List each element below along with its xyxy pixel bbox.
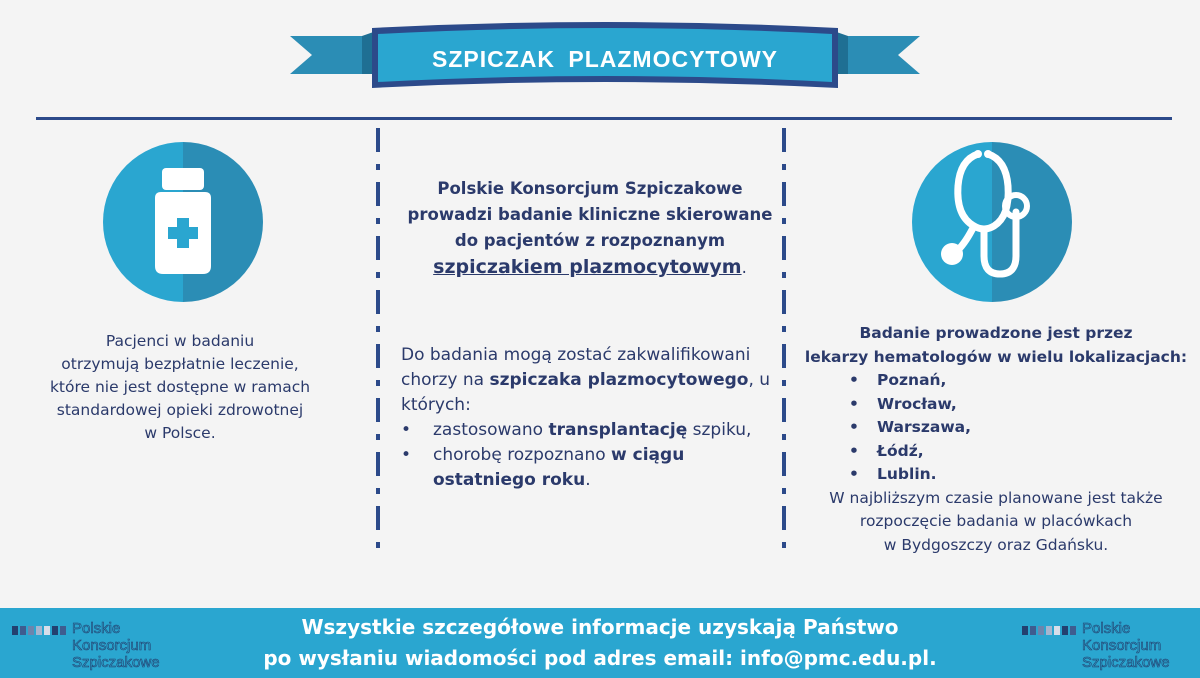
logo-text: [72, 620, 160, 671]
list-item: • Poznań,: [849, 369, 1200, 393]
right-heading: Badanie prowadzone jest przez: [859, 324, 1133, 342]
footer-message: [240, 612, 960, 674]
left-line: standardowej opieki zdrowotnej: [56, 401, 304, 419]
list-item: [401, 418, 781, 443]
intro-highlight-line: [395, 254, 785, 281]
logo-text: [1082, 620, 1170, 671]
intro-line: do pacjentów z rozpoznanym: [454, 231, 726, 250]
list-item: [401, 443, 781, 493]
logo-line: Konsorcjum: [72, 637, 152, 654]
intro-highlight: szpiczakiem plazmocytowym: [433, 256, 742, 278]
city-list: [792, 369, 1200, 487]
logo-left: [12, 614, 182, 674]
right-tail: W najbliższym czasie planowane jest także: [829, 488, 1163, 507]
left-line: w Polsce.: [144, 424, 216, 442]
stethoscope-icon: [912, 142, 1072, 302]
bullet-text: szpiku,: [687, 420, 752, 440]
intro-line: prowadzi badanie kliniczne skierowane: [407, 205, 773, 224]
right-description: [792, 322, 1200, 557]
page-title: SZPICZAK PLAZMOCYTOWY: [431, 45, 778, 72]
bullet-bold: w ciągu ostatniego roku: [433, 445, 685, 490]
list-item: • Lublin.: [849, 463, 1200, 487]
left-description: [20, 330, 340, 445]
logo-right: [1022, 614, 1192, 674]
logo-line: Szpiczakowe: [1082, 654, 1170, 671]
list-item: • Wrocław,: [849, 393, 1200, 417]
qualification-part: Do badania mogą zostać zakwalifikowani chorzy na: [401, 345, 751, 390]
bullet-text: .: [585, 470, 591, 490]
center-qualification: [401, 343, 781, 493]
center-intro: [395, 176, 785, 281]
criteria-list: [401, 418, 781, 493]
logo-line: Szpiczakowe: [72, 654, 160, 671]
bullet-bold: transplantację: [548, 420, 688, 440]
qualification-part: , u których:: [401, 370, 771, 415]
right-tail: rozpoczęcie badania w placówkach: [859, 512, 1133, 530]
bullet-text: zastosowano: [433, 420, 549, 440]
divider-line: [36, 117, 1172, 120]
left-line: które nie jest dostępne w ramach: [49, 378, 311, 396]
right-heading: lekarzy hematologów w wielu lokalizacjach:: [804, 347, 1188, 366]
bullet-text: chorobę rozpoznano: [433, 445, 612, 465]
left-line: otrzymują bezpłatnie leczenie,: [61, 355, 299, 373]
right-tail: w Bydgoszczy oraz Gdańsku.: [883, 535, 1109, 554]
title-banner: [290, 18, 920, 98]
qualification-text: [401, 343, 781, 418]
footer-line: Wszystkie szczegółowe informacje uzyskają Państwo: [301, 615, 899, 639]
logo-line: Polskie: [1082, 620, 1131, 637]
qualification-bold: szpiczaka plazmocytowego: [489, 370, 749, 390]
intro-line: Polskie Konsorcjum Szpiczakowe: [437, 179, 743, 198]
medicine-bottle-icon: [103, 142, 263, 302]
column-separator-left: [376, 128, 380, 568]
footer-line: po wysłaniu wiadomości pod adres email: info@pmc.edu.pl.: [263, 646, 937, 670]
list-item: • Warszawa,: [849, 416, 1200, 440]
list-item: • Łódź,: [849, 440, 1200, 464]
intro-end: .: [741, 258, 747, 277]
logo-line: Konsorcjum: [1082, 637, 1162, 654]
left-line: Pacjenci w badaniu: [105, 332, 255, 350]
logo-line: Polskie: [72, 620, 121, 637]
